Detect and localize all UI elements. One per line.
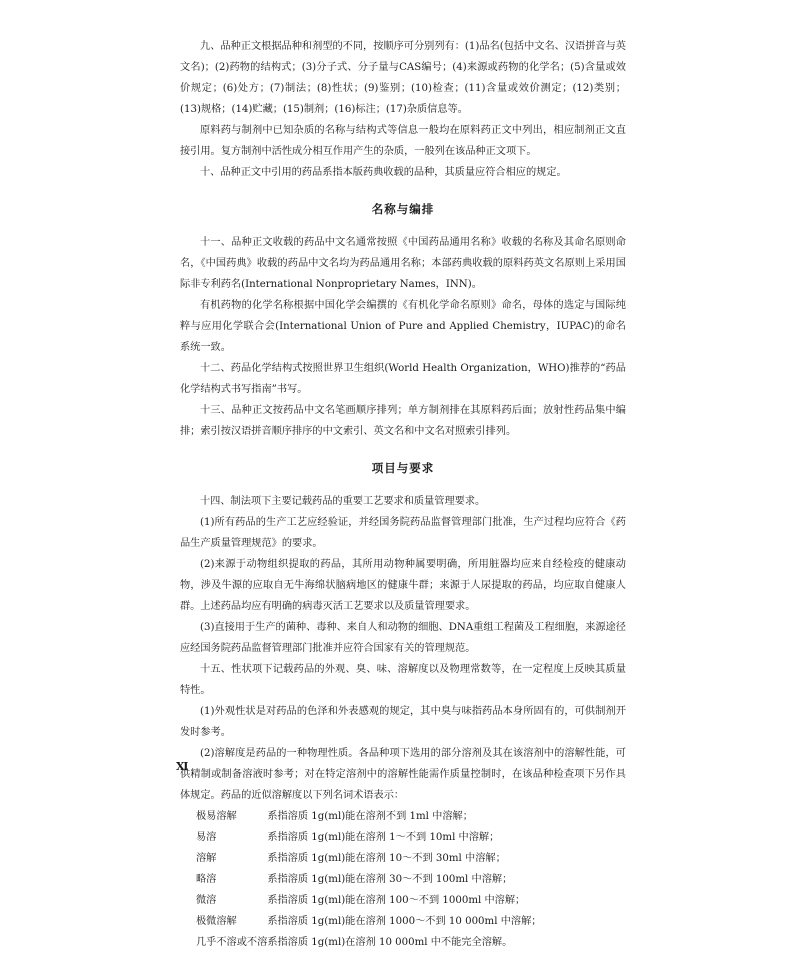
solubility-definition: 系指溶质 1g(ml)能在溶剂 30～不到 100ml 中溶解； — [267, 874, 513, 885]
solubility-term: 极微溶解 — [196, 916, 237, 927]
table-row — [196, 848, 541, 869]
paragraph-15-2: (2)溶解度是药品的一种物理性质。各品种项下选用的部分溶剂及其在该溶剂中的溶解性能，可供精制或制备溶液时参考；对在特定溶剂中的溶解性能需作质量控制时，在该品种检查项下另作具体规定。药品的近似溶解度以下列名词术语表示： — [180, 748, 626, 801]
solubility-definition: 系指溶质 1g(ml)能在溶剂 100～不到 1000ml 中溶解； — [267, 895, 526, 906]
paragraph-14-2: (2)来源于动物组织提取的药品，其所用动物种属要明确，所用脏器均应来自经检疫的健康动物，涉及牛源的应取自无牛海绵状脑病地区的健康牛群；来源于人尿提取的药品，均应取自健康人群。上述药品均应有明确的病毒灭活工艺要求以及质量管理要求。 — [180, 559, 626, 612]
table-row — [196, 869, 541, 890]
solubility-term: 几乎不溶或不溶 — [196, 937, 268, 948]
solubility-term: 略溶 — [196, 874, 217, 885]
solubility-definition: 系指溶质 1g(ml)能在溶剂 10～不到 30ml 中溶解； — [267, 853, 506, 864]
solubility-definition: 系指溶质 1g(ml)在溶剂 10 000ml 中不能完全溶解。 — [267, 937, 513, 948]
table-row — [196, 932, 541, 953]
document-page — [180, 36, 626, 953]
solubility-term: 易溶 — [196, 832, 217, 843]
table-row — [196, 827, 541, 848]
paragraph-9: 九、品种正文根据品种和剂型的不同，按顺序可分别列有：(1)品名(包括中文名、汉语拼音与英文名)；(2)药物的结构式；(3)分子式、分子量与CAS编号；(4)来源或药物的化学名；(5)含量或效价规定；(6)处方；(7)制法；(8)性状；(9)鉴别；(10)检查；(11)含量或效价测定；(12)类别；(13)规格；(14)贮藏；(15)制剂；(16)标注；(17)杂质信息等。 — [180, 41, 626, 115]
paragraph-13: 十三、品种正文按药品中文名笔画顺序排列；单方制剂排在其原料药后面；放射性药品集中编排；索引按汉语拼音顺序排序的中文索引、英文名和中文名对照索引排列。 — [180, 405, 626, 437]
section-heading-items: 项目与要求 — [371, 461, 435, 475]
paragraph-12: 十二、药品化学结构式按照世界卫生组织(World Health Organization，WHO)推荐的“药品化学结构式书写指南”书写。 — [180, 363, 626, 395]
solubility-definition: 系指溶质 1g(ml)能在溶剂 1000～不到 10 000ml 中溶解； — [267, 916, 542, 927]
paragraph-chemical-name: 有机药物的化学名称根据中国化学会编撰的《有机化学命名原则》命名，母体的选定与国际纯粹与应用化学联合会(International Union of Pure and Applied Chemistry，IUPAC)的命名系统一致。 — [180, 300, 626, 353]
paragraph-14-3: (3)直接用于生产的菌种、毒种、来自人和动物的细胞、DNA重组工程菌及工程细胞，来源途径应经国务院药品监督管理部门批准并应符合国家有关的管理规范。 — [180, 622, 626, 654]
page-number: Ⅺ — [176, 760, 189, 773]
table-row — [196, 911, 541, 932]
paragraph-11: 十一、品种正文收载的药品中文名通常按照《中国药品通用名称》收载的名称及其命名原则命名，《中国药典》收载的药品中文名均为药品通用名称；本部药典收载的原料药英文名原则上采用国际非专利药名(International Nonproprietary Names，INN)。 — [180, 237, 626, 290]
solubility-term: 微溶 — [196, 895, 217, 906]
paragraph-15-1: (1)外观性状是对药品的色泽和外表感观的规定，其中臭与味指药品本身所固有的，可供制剂开发时参考。 — [180, 706, 626, 738]
table-row — [196, 890, 541, 911]
paragraph-14: 十四、制法项下主要记载药品的重要工艺要求和质量管理要求。 — [200, 496, 486, 507]
paragraph-10: 十、品种正文中引用的药品系指本版药典收载的品种，其质量应符合相应的规定。 — [200, 167, 567, 178]
section-heading-naming: 名称与编排 — [371, 202, 435, 216]
solubility-term: 溶解 — [196, 853, 217, 864]
table-row — [196, 806, 541, 827]
solubility-term: 极易溶解 — [196, 811, 237, 822]
paragraph-15: 十五、性状项下记载药品的外观、臭、味、溶解度以及物理常数等，在一定程度上反映其质量特性。 — [180, 664, 626, 696]
solubility-definition: 系指溶质 1g(ml)能在溶剂不到 1ml 中溶解； — [267, 811, 473, 822]
solubility-terms-table — [196, 806, 541, 953]
paragraph-14-1: (1)所有药品的生产工艺应经验证，并经国务院药品监督管理部门批准，生产过程均应符合《药品生产质量管理规范》的要求。 — [180, 517, 626, 549]
solubility-definition: 系指溶质 1g(ml)能在溶剂 1～不到 10ml 中溶解； — [267, 832, 500, 843]
paragraph-impurity-info: 原料药与制剂中已知杂质的名称与结构式等信息一般均在原料药正文中列出，相应制剂正文直接引用。复方制剂中活性成分相互作用产生的杂质，一般列在该品种正文项下。 — [180, 125, 626, 157]
